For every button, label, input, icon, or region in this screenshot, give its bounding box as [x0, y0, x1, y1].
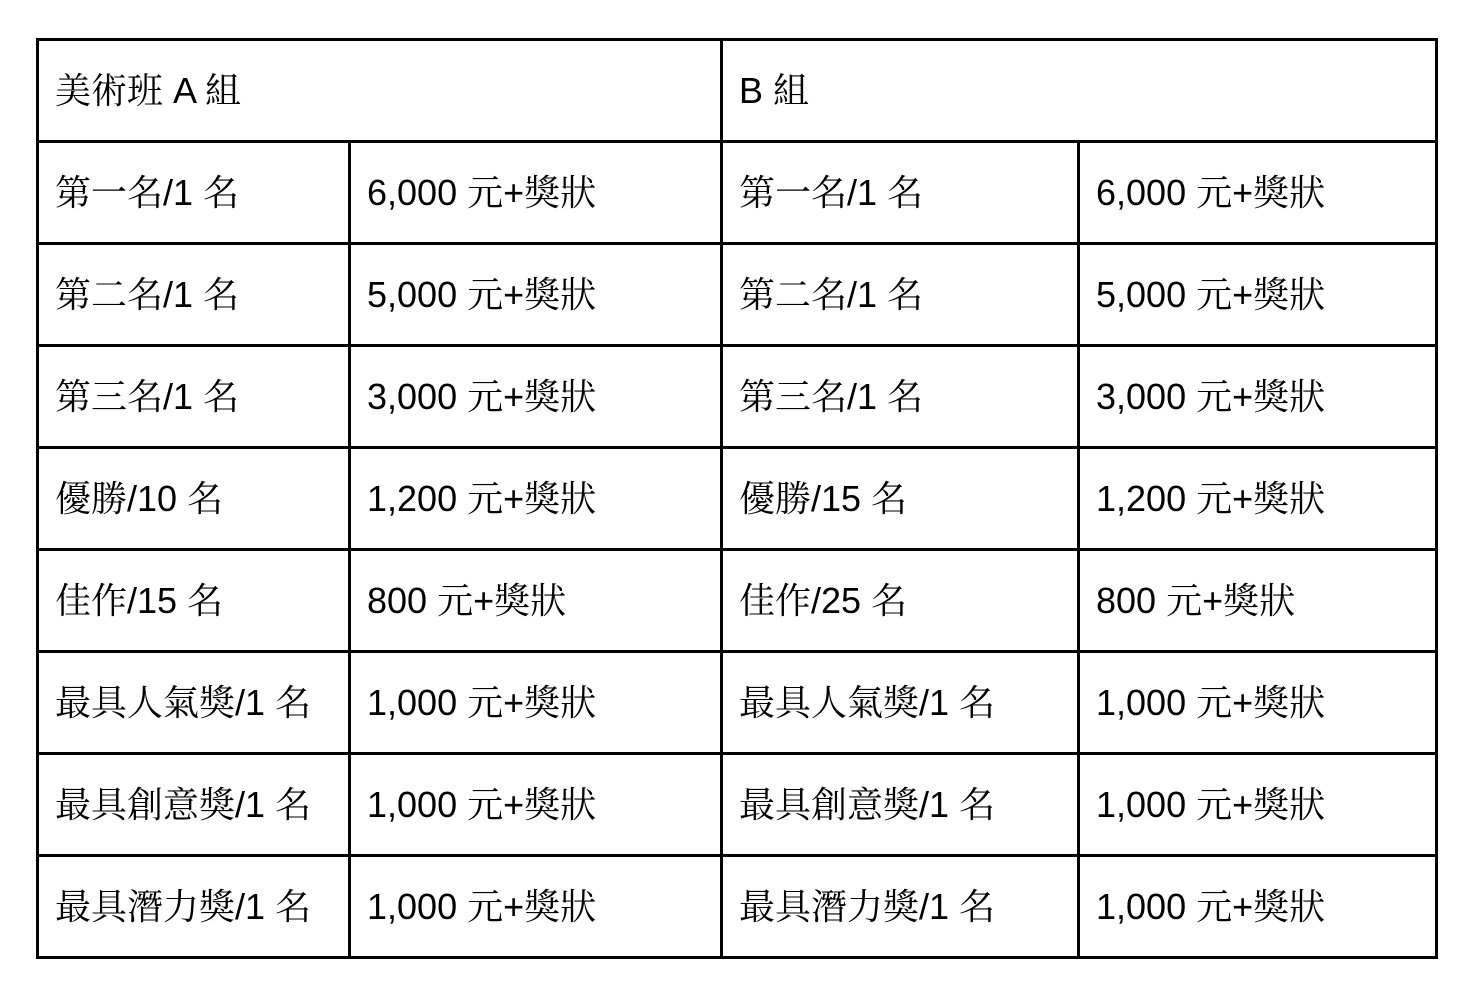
rank-cell: 最具創意獎/1 名	[38, 754, 350, 856]
rank-cell: 第一名/1 名	[38, 142, 350, 244]
rank-cell: 第二名/1 名	[722, 244, 1079, 346]
rank-cell: 第三名/1 名	[38, 346, 350, 448]
prize-cell: 1,200 元+獎狀	[350, 448, 722, 550]
rank-cell: 最具人氣獎/1 名	[722, 652, 1079, 754]
table-row	[38, 652, 1437, 754]
rank-cell: 最具潛力獎/1 名	[722, 856, 1079, 958]
table-row	[38, 244, 1437, 346]
prize-cell: 800 元+獎狀	[1079, 550, 1437, 652]
prize-cell: 3,000 元+獎狀	[350, 346, 722, 448]
rank-cell: 第三名/1 名	[722, 346, 1079, 448]
table-row	[38, 856, 1437, 958]
prize-cell: 6,000 元+獎狀	[350, 142, 722, 244]
rank-cell: 優勝/15 名	[722, 448, 1079, 550]
prize-table	[36, 38, 1438, 959]
table-row	[38, 550, 1437, 652]
table-row	[38, 754, 1437, 856]
rank-cell: 最具創意獎/1 名	[722, 754, 1079, 856]
prize-cell: 1,000 元+獎狀	[1079, 856, 1437, 958]
rank-cell: 佳作/25 名	[722, 550, 1079, 652]
table-row	[38, 142, 1437, 244]
table-row	[38, 448, 1437, 550]
prize-cell: 5,000 元+獎狀	[350, 244, 722, 346]
rank-cell: 佳作/15 名	[38, 550, 350, 652]
table-row	[38, 346, 1437, 448]
prize-cell: 1,000 元+獎狀	[1079, 754, 1437, 856]
prize-cell: 1,200 元+獎狀	[1079, 448, 1437, 550]
prize-cell: 3,000 元+獎狀	[1079, 346, 1437, 448]
group-a-header: 美術班 A 組	[38, 40, 722, 142]
rank-cell: 最具潛力獎/1 名	[38, 856, 350, 958]
group-b-header: B 組	[722, 40, 1437, 142]
rank-cell: 第二名/1 名	[38, 244, 350, 346]
prize-cell: 1,000 元+獎狀	[350, 652, 722, 754]
table-header-row	[38, 40, 1437, 142]
rank-cell: 最具人氣獎/1 名	[38, 652, 350, 754]
rank-cell: 優勝/10 名	[38, 448, 350, 550]
prize-cell: 1,000 元+獎狀	[350, 856, 722, 958]
prize-cell: 1,000 元+獎狀	[1079, 652, 1437, 754]
prize-cell: 6,000 元+獎狀	[1079, 142, 1437, 244]
rank-cell: 第一名/1 名	[722, 142, 1079, 244]
prize-cell: 1,000 元+獎狀	[350, 754, 722, 856]
prize-cell: 5,000 元+獎狀	[1079, 244, 1437, 346]
prize-cell: 800 元+獎狀	[350, 550, 722, 652]
